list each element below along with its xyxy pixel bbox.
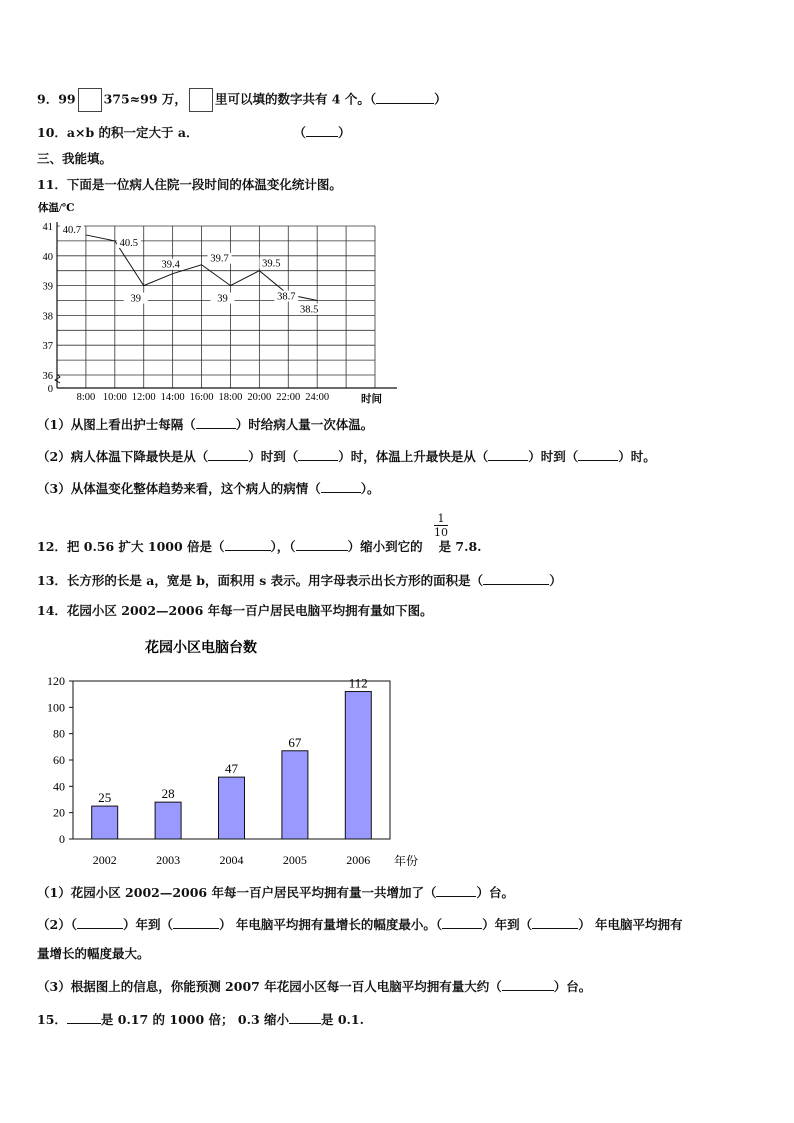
q11-sub2-blank-2[interactable] xyxy=(298,448,338,461)
q9-answer-box-1[interactable] xyxy=(78,88,102,112)
q12-text-a: 12．把 0.56 扩大 1000 倍是（ xyxy=(37,539,225,554)
data-label: 39 xyxy=(130,293,141,305)
q15-text-a: 15． xyxy=(37,1012,67,1027)
y-tick-label: 0 xyxy=(59,832,65,846)
q11-sub-3 xyxy=(37,480,379,497)
x-tick-label: 20:00 xyxy=(247,392,272,403)
bar-value-label: 112 xyxy=(348,675,368,691)
bar-chart-x-label: 年份 xyxy=(394,854,419,868)
question-15 xyxy=(37,1011,364,1028)
data-label: 39 xyxy=(217,293,228,305)
q14-sub2-blank-4[interactable] xyxy=(532,916,578,929)
y-tick-label: 80 xyxy=(53,726,65,741)
q12-text-c: ）缩小到它的 xyxy=(347,539,423,554)
y-tick-label: 20 xyxy=(53,805,65,820)
bar-2006 xyxy=(345,692,371,839)
y-tick-label: 120 xyxy=(47,674,65,688)
q14-sub3-text-a: （3）根据图上的信息，你能预测 2007 年花园小区每一百人电脑平均拥有量大约（ xyxy=(37,979,502,994)
q14-sub-2 xyxy=(37,916,682,933)
q14-sub-1 xyxy=(37,884,514,901)
q9-number: 9． xyxy=(37,91,59,107)
x-tick-label: 16:00 xyxy=(189,392,214,403)
bar-2003 xyxy=(155,802,181,839)
bar-chart-title: 花园小区电脑台数 xyxy=(145,641,257,656)
q12-fraction-numerator: 1 xyxy=(437,512,445,525)
q11-sub1-text-a: （1）从图上看出护士每隔（ xyxy=(37,417,196,432)
x-tick-label: 2002 xyxy=(92,853,117,867)
question-12 xyxy=(37,538,482,555)
q12-blank-2[interactable] xyxy=(296,538,348,551)
q9-text-c: 里可以填的数字共有 4 个。（ xyxy=(214,91,377,107)
q11-sub2-text-e: ）时。 xyxy=(618,449,656,464)
x-tick-label: 8:00 xyxy=(76,392,96,403)
bar-2002 xyxy=(92,806,118,839)
data-label: 38.7 xyxy=(277,291,296,303)
q14-sub-3 xyxy=(37,978,591,995)
q11-sub2-text-c: ）时，体温上升最快是从（ xyxy=(338,449,489,464)
q14-sub3-blank[interactable] xyxy=(502,978,554,991)
q9-answer-box-2[interactable] xyxy=(189,88,213,112)
q15-text-c: 是 0.1. xyxy=(321,1012,364,1027)
data-label: 39.7 xyxy=(210,253,229,265)
q12-text-b: ），（ xyxy=(270,539,296,554)
bar-chart-x-ticks xyxy=(93,853,371,867)
q14-sub2-text-e: ） 年电脑平均拥有 xyxy=(578,917,683,932)
q14-sub-2-cont: 量增长的幅度最大。 xyxy=(37,946,150,961)
x-tick-label: 2005 xyxy=(282,853,307,867)
y-tick-label: 40 xyxy=(42,251,53,263)
q12-fraction-denominator: 10 xyxy=(434,526,448,539)
q11-sub2-text-b: ）时到（ xyxy=(248,449,299,464)
x-tick-label: 2004 xyxy=(219,853,244,867)
q9-text-a: 99 xyxy=(58,91,76,107)
y-tick-label: 38 xyxy=(42,311,53,323)
q14-sub2-text-a: （2）（ xyxy=(37,917,77,932)
q9-blank[interactable] xyxy=(376,91,434,104)
q12-fraction xyxy=(434,512,448,539)
q11-sub3-text-a: （3）从体温变化整体趋势来看，这个病人的病情（ xyxy=(37,481,321,496)
temperature-line-chart xyxy=(35,196,415,411)
section-3-heading: 三、我能填。 xyxy=(37,151,113,166)
q9-text-d: ） xyxy=(434,91,447,107)
x-tick-label: 12:00 xyxy=(131,392,156,403)
q14-sub2-blank-2[interactable] xyxy=(173,916,219,929)
data-label: 40.7 xyxy=(62,224,82,236)
bar-chart-y-ticks xyxy=(47,674,73,846)
y-tick-label: 37 xyxy=(42,341,53,353)
y-tick-label: 100 xyxy=(47,700,65,715)
line-chart-y-label: 体温/℃ xyxy=(38,203,75,214)
q14-sub2-blank-3[interactable] xyxy=(442,916,482,929)
q11-sub1-blank[interactable] xyxy=(196,416,236,429)
question-10 xyxy=(37,124,351,141)
data-label: 40.5 xyxy=(119,237,139,249)
q11-sub2-text-a: （2）病人体温下降最快是从（ xyxy=(37,449,209,464)
q11-sub3-text-b: ）。 xyxy=(360,481,380,496)
question-9 xyxy=(37,88,447,112)
y-tick-label: 40 xyxy=(53,779,65,794)
bar-value-label: 47 xyxy=(225,761,238,777)
y-tick-label: 39 xyxy=(42,281,53,293)
line-chart-x-ticks xyxy=(77,392,330,403)
q10-blank[interactable] xyxy=(306,124,338,137)
line-chart-grid xyxy=(57,226,375,388)
q11-sub2-blank-3[interactable] xyxy=(488,448,528,461)
q14-sub2-text-b: ）年到（ xyxy=(122,917,173,932)
q11-sub2-blank-1[interactable] xyxy=(208,448,248,461)
q13-text-a: 13．长方形的长是 a，宽是 b，面积用 s 表示。用字母表示出长方形的面积是（ xyxy=(37,573,484,588)
q11-sub2-text-d: ）时到（ xyxy=(528,449,579,464)
x-tick-label: 10:00 xyxy=(102,392,127,403)
q10-open: （ xyxy=(293,125,307,140)
q13-text-b: ） xyxy=(549,573,562,588)
q11-sub2-blank-4[interactable] xyxy=(578,448,618,461)
data-label: 39.5 xyxy=(262,258,281,270)
x-tick-label: 18:00 xyxy=(218,392,243,403)
x-tick-label: 2003 xyxy=(156,853,181,867)
q15-text-b: 是 0.17 的 1000 倍； 0.3 缩小 xyxy=(100,1012,289,1027)
q11-sub-2 xyxy=(37,448,656,465)
q11-intro: 11．下面是一位病人住院一段时间的体温变化统计图。 xyxy=(37,177,342,192)
q14-intro: 14．花园小区 2002—2006 年每一百户居民电脑平均拥有量如下图。 xyxy=(37,603,433,618)
x-tick-label: 22:00 xyxy=(276,392,301,403)
q14-sub2-text-c: ） 年电脑平均拥有量增长的幅度最小。（ xyxy=(218,917,443,932)
bar-value-label: 67 xyxy=(288,734,302,750)
q9-text-b: 375≈99 万， xyxy=(103,91,187,107)
x-tick-label: 24:00 xyxy=(305,392,330,403)
data-label: 39.4 xyxy=(161,259,180,271)
y-tick-label: 60 xyxy=(53,753,65,767)
line-chart-y-ticks xyxy=(43,222,54,395)
x-tick-label: 2006 xyxy=(346,853,371,867)
q15-blank-2[interactable] xyxy=(289,1011,321,1024)
question-13 xyxy=(37,572,562,589)
q15-blank-1[interactable] xyxy=(67,1011,101,1024)
q14-sub1-text-a: （1）花园小区 2002—2006 年每一百户居民平均拥有量一共增加了（ xyxy=(37,885,437,900)
bar-value-label: 28 xyxy=(161,786,175,802)
data-label: 38.5 xyxy=(299,304,319,316)
q12-text-d: 是 7.8. xyxy=(438,539,482,554)
y-tick-label: 36 xyxy=(42,371,53,382)
bar-2005 xyxy=(282,751,308,839)
q10-text: 10．a×b 的积一定大于 a． xyxy=(37,125,199,140)
q11-sub-1 xyxy=(37,416,373,433)
y-tick-label: 41 xyxy=(42,222,53,233)
q12-blank-1[interactable] xyxy=(225,538,271,551)
line-chart-x-label: 时间 xyxy=(361,394,382,405)
x-tick-label: 14:00 xyxy=(160,392,185,403)
q14-sub1-text-b: ）台。 xyxy=(476,885,514,900)
q11-sub1-text-b: ）时给病人量一次体温。 xyxy=(235,417,374,432)
q13-blank[interactable] xyxy=(483,572,549,585)
y-tick-label: 0 xyxy=(47,384,53,395)
q14-sub3-text-b: ）台。 xyxy=(553,979,592,994)
q11-sub3-blank[interactable] xyxy=(321,480,361,493)
computer-bar-chart xyxy=(30,632,470,872)
bar-2004 xyxy=(219,777,245,839)
q14-sub2-text-d: ）年到（ xyxy=(482,917,533,932)
q10-close: ） xyxy=(338,125,351,140)
q14-sub1-blank[interactable] xyxy=(436,884,476,897)
bar-value-label: 25 xyxy=(98,790,112,806)
q14-sub2-blank-1[interactable] xyxy=(77,916,123,929)
